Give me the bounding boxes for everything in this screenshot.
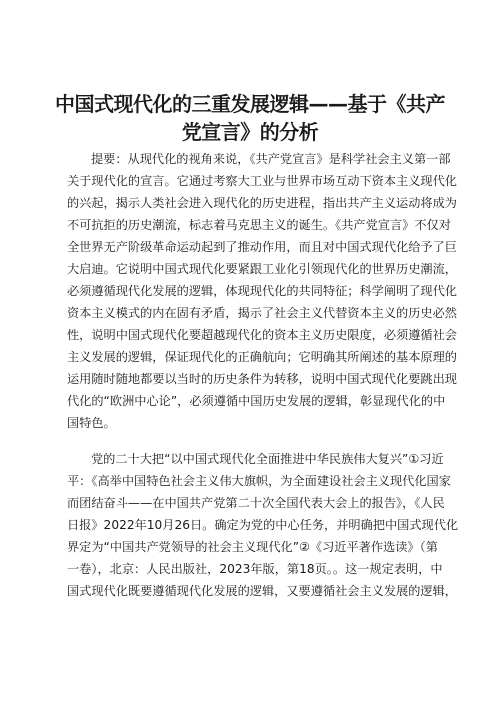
body-line: 党的二十大把“以中国式现代化全面推进中华民族伟大复兴”①习近 <box>91 452 444 466</box>
abstract-line: 主义发展的逻辑，保证现代化的正确航向；它明确其所阐述的基本原理的 <box>67 350 457 364</box>
abstract-line: 必须遵循现代化发展的逻辑，体现现代化的共同特征；科学阐明了现代化 <box>67 284 457 298</box>
body-line: 而团结奋斗——在中国共产党第二十次全国代表大会上的报告》，《人民 <box>67 496 445 510</box>
body-line: 一卷），北京：人民出版社，2023年版，第18页。。这一规定表明，中 <box>67 562 443 576</box>
body-line: 日报》2022年10月26日。确定为党的中心任务，并明确把中国式现代化 <box>67 518 459 532</box>
abstract-line: 不可抗拒的历史潮流，标志着马克思主义的诞生。《共产党宣言》不仅对 <box>67 218 451 232</box>
body-line: 界定为“中国共产党领导的社会主义现代化”②《习近平著作选读》（第 <box>67 540 438 554</box>
abstract-line: 性，说明中国式现代化要超越现代化的资本主义历史限度，必须遵循社会 <box>67 328 457 342</box>
abstract-line: 全世界无产阶级革命运动起到了推动作用，而且对中国式现代化给予了巨 <box>67 240 457 254</box>
body-line: 国式现代化既要遵循现代化发展的逻辑，又要遵循社会主义发展的逻辑， <box>67 584 457 598</box>
abstract-line: 提要：从现代化的视角来说，《共产党宣言》是科学社会主义第一部 <box>91 152 451 166</box>
title-line-1: 中国式现代化的三重发展逻辑——基于《共产 <box>55 92 445 116</box>
abstract-line: 关于现代化的宣言。它通过考察大工业与世界市场互动下资本主义现代化 <box>67 174 457 188</box>
abstract-line: 代化的“欧洲中心论”，必须遵循中国历史发展的逻辑，彰显现代化的中 <box>67 394 446 408</box>
abstract-line: 资本主义模式的内在固有矛盾，揭示了社会主义代替资本主义的历史必然 <box>67 306 457 320</box>
abstract-line: 大启迪。它说明中国式现代化要紧跟工业化引领现代化的世界历史潮流， <box>67 262 457 276</box>
title-line-2: 党宣言》的分析 <box>181 120 319 144</box>
abstract-line: 国特色。 <box>67 416 116 430</box>
abstract-line: 的兴起，揭示人类社会进入现代化的历史进程，指出共产主义运动将成为 <box>67 196 457 210</box>
body-line: 平：《高举中国特色社会主义伟大旗帜，为全面建设社会主义现代化国家 <box>67 474 451 488</box>
abstract-line: 运用随时随地都要以当时的历史条件为转移，说明中国式现代化要跳出现 <box>67 372 457 386</box>
